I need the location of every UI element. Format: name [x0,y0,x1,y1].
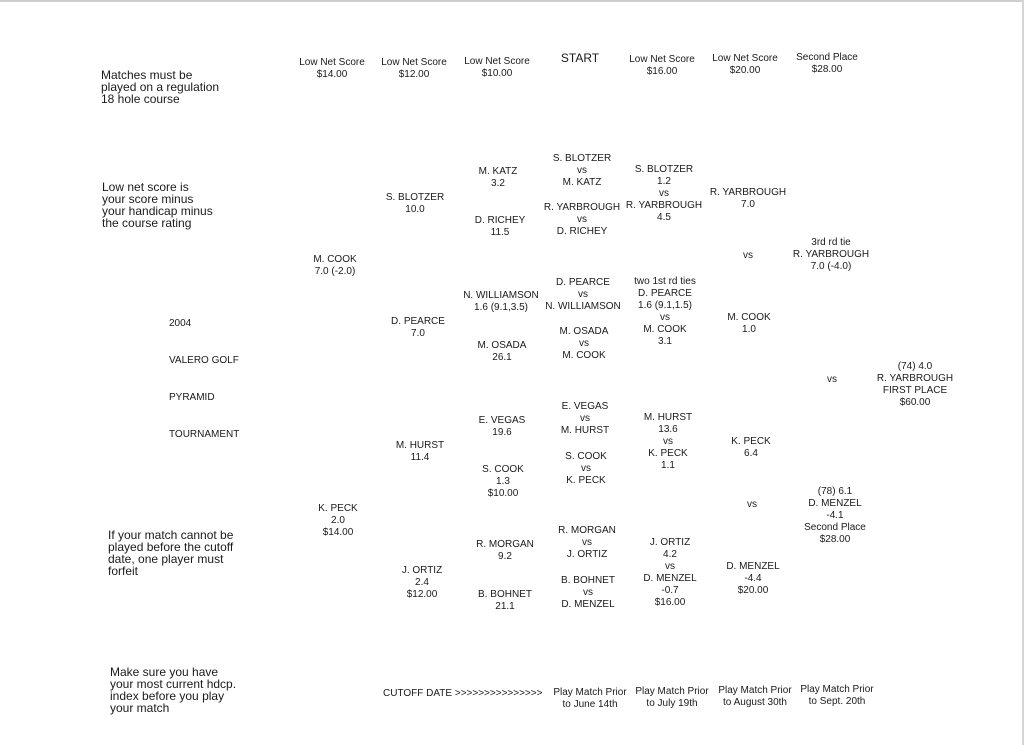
first-place-winner: (74) 4.0 R. YARBROUGH FIRST PLACE $60.00 [876,361,954,408]
versus-label: vs [827,374,837,385]
note-hdcp-reminder: Make sure you have your most current hdcp. index before you play your match [110,665,237,715]
cutoff-date: Play Match Prior to July 19th [635,686,709,709]
player-entry: (78) 6.1 D. MENZEL -4.1 Second Place $28.00 [804,486,866,545]
player-entry: K. PECK 2.0 $14.00 [318,503,358,538]
player-entry: R. MORGAN 9.2 [476,539,534,562]
title-year: 2004 [169,318,192,329]
header-start: START [560,51,600,65]
note-low-net-definition: Low net score is your score minus your handicap minus the course rating [102,180,213,230]
start-match: R. YARBROUGH vs D. RICHEY [543,202,621,237]
player-entry: J. ORTIZ 2.4 $12.00 [401,565,443,600]
header-round-right-1: Low Net Score $16.00 [629,54,695,77]
header-second-place: Second Place $28.00 [796,52,858,75]
start-match: S. COOK vs K. PECK [565,451,607,486]
note-course-rule: Matches must be played on a regulation 18 hole course [101,68,220,106]
start-match: D. PEARCE vs N. WILLIAMSON [545,277,621,312]
title-line-3: TOURNAMENT [169,429,240,440]
cutoff-date: Play Match Prior to June 14th [553,687,627,710]
match-result: M. HURST 13.6 vs K. PECK 1.1 [643,412,693,471]
match-result: two 1st rd ties D. PEARCE 1.6 (9.1,1.5) vs M. COOK 3.1 [634,276,696,347]
scan-top-border [0,0,1024,2]
start-match: B. BOHNET vs D. MENZEL [561,575,615,610]
cutoff-date-label: CUTOFF DATE >>>>>>>>>>>>>>> [383,688,543,699]
start-match: R. MORGAN vs J. ORTIZ [558,525,616,560]
title-line-2: PYRAMID [169,392,215,403]
player-entry: M. OSADA 26.1 [477,340,527,363]
player-entry: D. MENZEL -4.4 $20.00 [726,561,780,596]
header-round-left-1: Low Net Score $10.00 [464,56,530,79]
player-entry: R. YARBROUGH 7.0 [709,187,787,210]
player-entry: M. COOK 1.0 [727,312,771,335]
player-entry: S. COOK 1.3 $10.00 [482,464,524,499]
versus-label: vs [743,250,753,261]
player-entry: D. PEARCE 7.0 [391,316,445,339]
player-entry: N. WILLIAMSON 1.6 (9.1,3.5) [463,290,539,313]
player-entry: E. VEGAS 19.6 [478,415,526,438]
player-entry: M. HURST 11.4 [395,440,445,463]
versus-label: vs [747,499,757,510]
player-entry: M. KATZ 3.2 [478,166,518,189]
player-entry: B. BOHNET 21.1 [478,589,532,612]
player-entry: M. COOK 7.0 (-2.0) [313,254,357,277]
player-entry: S. BLOTZER 10.0 [385,192,445,215]
player-entry: K. PECK 6.4 [731,436,771,459]
header-round-right-2: Low Net Score $20.00 [712,53,778,76]
player-entry: 3rd rd tie R. YARBROUGH 7.0 (-4.0) [792,237,870,272]
match-result: S. BLOTZER 1.2 vs R. YARBROUGH 4.5 [625,164,703,223]
start-match: M. OSADA vs M. COOK [559,326,609,361]
note-forfeit-rule: If your match cannot be played before the cutoff date, one player must forfeit [108,528,234,578]
start-match: S. BLOTZER vs M. KATZ [552,153,612,188]
start-match: E. VEGAS vs M. HURST [560,401,610,436]
match-result: J. ORTIZ 4.2 vs D. MENZEL -0.7 $16.00 [643,537,697,608]
cutoff-date: Play Match Prior to August 30th [718,685,792,708]
header-round-left-3: Low Net Score $14.00 [299,57,365,80]
cutoff-date: Play Match Prior to Sept. 20th [800,684,874,707]
header-round-left-2: Low Net Score $12.00 [381,57,447,80]
player-entry: D. RICHEY 11.5 [474,215,526,238]
title-line-1: VALERO GOLF [169,355,239,366]
